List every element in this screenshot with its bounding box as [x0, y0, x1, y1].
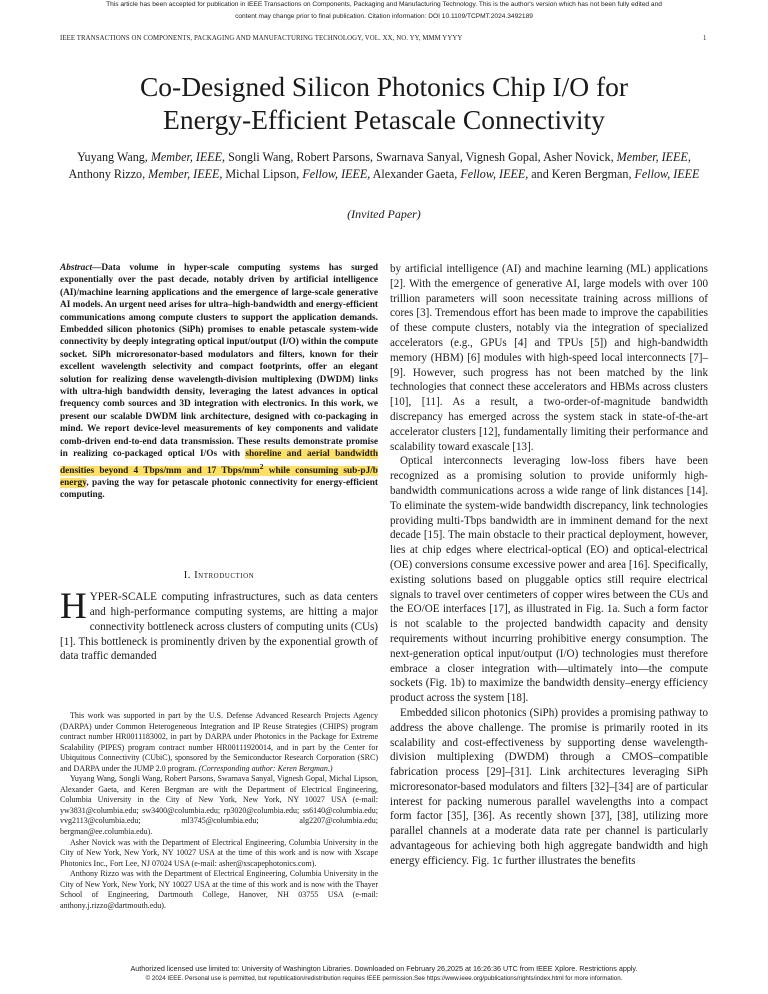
running-header: IEEE TRANSACTIONS ON COMPONENTS, PACKAGING AND MANUFACTURING TECHNOLOGY, VOL. XX, NO. YY, MMM YYYY [60, 35, 463, 42]
paragraph: by artificial intelligence (AI) and machine learning (ML) applications [2]. With the emergence of generative AI, large models with over 100 trillion parameters will soon necessitate training across millions of cores [3]. Tremendous effort has been made to improve the capabilities of these compute clusters, notably via the integration of specialized accelerators (e.g., GPUs [4] and TPUs [5]) and high-bandwidth memory (HBM) [6] modules with high-speed local interconnects [7]–[9]. However, such progress has not been matched by the link technologies that connect these accelerators and HBMs across clusters [10], [11]. As a result, a two-order-of-magnitude bandwidth discrepancy has emerged across the system stack in state-of-the-art accelerator clusters [12], fundamentally limiting their performance and scalability toward exascale [13]. [390, 263, 708, 453]
publication-notice-line1: This article has been accepted for publication in IEEE Transactions on Components, Packaging and Manufacturing Technology. This is the author's version which has not been fully edited and [106, 1, 662, 8]
invited-paper-label: (Invited Paper) [347, 207, 421, 221]
section-heading [60, 570, 378, 581]
author-membership: Member, IEEE, [150, 150, 226, 164]
paper-title [0, 70, 768, 136]
abstract-lead: Abstract [60, 263, 93, 273]
author: Yuyang Wang, [77, 150, 148, 164]
abstract-text: —Data volume in hyper-scale computing systems has surged exponentially over the past decade, notably driven by artificial intelligence (AI)/machine learning applications and the emergence of large-scale generative AI models. An urgent need arises for ultra–high-bandwidth and energy-efficient communications among compute clusters to support the application demands. Embedded silicon photonics (SiPh) promises to enable petascale system-wide connectivity by deeply integrating optical input/output (I/O) within the compute socket. SiPh microresonator-based modulators and filters, known for their excellent wavelength selectivity and compact footprints, offer an elegant solution for realizing dense wavelength-division multiplexing (DWDM) links with ultra-high bandwidth density, leveraging the latest advances in optical frequency comb sources and 3D integration with electronics. In this work, we present our scalable DWDM link architecture, designed with co-packaging in mind. We report device-level measurements of key components and validate comb-driven end-to-end data transmission. These results demonstrate promise in realizing co-packaged optical I/Os with [60, 263, 378, 460]
dropcap: H [60, 586, 87, 627]
author-membership: Fellow, IEEE, [460, 167, 529, 181]
superscript: 2 [259, 461, 264, 471]
author: Asher Novick, [543, 150, 614, 164]
intro-caps: YPER-SCALE [89, 591, 157, 603]
license-footer-line2: © 2024 IEEE. Personal use is permitted, but republication/redistribution requires IEEE permission.See https://www.ieee.org/publications/rights/index.html for more information. [145, 975, 623, 982]
section-numeral: I. [183, 570, 191, 581]
right-column-text [390, 262, 708, 869]
footnote-corresponding: (Corresponding author: Keren Bergman.) [198, 763, 333, 773]
abstract [60, 262, 378, 502]
author-membership: Fellow, IEEE, [302, 167, 371, 181]
abstract-text-end: , paving the way for petascale photonic connectivity for energy-efficient computing. [60, 478, 378, 501]
paragraph: Embedded silicon photonics (SiPh) provides a promising pathway to address the above challenge. The promise is primarily rooted in its scalability and cost-effectiveness by supporting dense wavelength-division multiplexing (DWDM) through a CMOS–compatible fabrication process [29]–[31]. Link architectures leveraging SiPh microresonator-based modulators and filters [32]–[34] are of particular interest for packing numerous parallel wavelengths into a compact form factor [35], [36]. As recently shown [37], [38], utilizing more parallel channels at a moderate data rate per channel is particularly advantageous for achieving both high aggregate bandwidth and high energy efficiency. Fig. 1c further illustrates the benefits [390, 706, 708, 867]
paragraph: Optical interconnects leveraging low-loss fibers have been recognized as a promising solution to provide uniformly high-bandwidth communications across a wide range of link distances [14]. To eliminate the system-wide bandwidth discrepancy, link technologies providing multi-Tbps bandwidth are in imminent demand for the next decade [15]. The main obstacle to their practical deployment, however, lies at chip edges where electrical-optical (EO) and optical-electrical (OE) conversions consume excessive power and area [16]. Specifically, existing solutions based on pluggable optics still require electrical signals to travel over centimeters of copper wires between the CUs and the EO/OE interfaces [17], as illustrated in Fig. 1a. Such a form factor is not scalable to the projected bandwidth capacity and density requirements without incurring prohibitive energy consumption. The next-generation optical input/output (I/O) technologies must therefore embrace a closer integration with—ultimately into—the compute sockets (Fig. 1b) to maximize the bandwidth density–energy efficiency product across the system [18]. [390, 455, 708, 705]
author-membership: Fellow, IEEE [634, 167, 700, 181]
author: Alexander Gaeta, [372, 167, 458, 181]
footnotes [60, 711, 378, 911]
author-list [60, 149, 708, 183]
intro-body: computing infrastructures, such as data centers and high-performance computing systems, are hitting a major connectivity bottleneck across clusters of computing units (CUs) [1]. This bottleneck is prominently driven by the exponential growth of data traffic demanded [60, 591, 378, 663]
abstract-highlight-text: shoreline and aerial bandwidth densities beyond 4 Tbps/mm and 17 Tbps/mm [60, 449, 378, 476]
author: Anthony Rizzo, [68, 167, 146, 181]
page-number: 1 [703, 35, 707, 42]
author: Songli Wang, Robert Parsons, Swarnava Sanyal, Vignesh Gopal, [228, 150, 541, 164]
footnote-affiliation: Anthony Rizzo was with the Department of Electrical Engineering, Columbia University in the City of New York, New York, NY 10027 USA at the time of this work and is now with the Thayer School of Engineering, Dartmouth College, Hanover, NH 03755 USA (e-mail: anthony.j.rizzo@dartmouth.edu). [60, 869, 378, 910]
author-membership: Member, IEEE, [148, 167, 223, 181]
footnote-affiliation: Asher Novick was with the Department of Electrical Engineering, Columbia University in the City of New York, New York, NY 10027 USA at the time of this work and is now with Xscape Photonics Inc., Fort Lee, NJ 07024 USA (e-mail: asher@xscapephotonics.com). [60, 837, 378, 868]
section-title: Introduction [194, 570, 255, 581]
introduction-text [60, 586, 378, 664]
title-line-1: Co-Designed Silicon Photonics Chip I/O for [139, 71, 629, 102]
author-membership: Member, IEEE, [616, 150, 691, 164]
title-line-2: Energy-Efficient Petascale Connectivity [163, 104, 605, 135]
footnote-affiliation: Yuyang Wang, Songli Wang, Robert Parsons, Swarnava Sanyal, Vignesh Gopal, Michal Lipson, Alexander Gaeta, and Keren Bergman are with the Department of Electrical Engineering, Columbia University in the City of New York, New York, NY 10027 USA (e-mail: yw3831@columbia.edu; sw3400@columbia.edu; rp3020@columbia.edu; ss6140@columbia.edu; vvg2113@columbia.edu; ml3745@columbia.edu; alg2207@columbia.edu; bergman@ee.columbia.edu). [60, 774, 378, 837]
footnote-funding [60, 711, 378, 774]
author: and Keren Bergman, [531, 167, 632, 181]
publication-notice-line2: content may change prior to final publication. Citation information: DOI 10.1109/TCPMT.2024.3492189 [235, 13, 533, 20]
footnote-funding-text: This work was supported in part by the U.S. Defense Advanced Research Projects Agency (DARPA) under Common Heterogeneous Integration and IP Reuse Strategies (CHIPS) program contract number HR0011183002, in part by DARPA under Photonics in the Package for Extreme Scalability (PIPES) program contract number HR00111920014, and in part by the Center for Ubiquitous Connectivity (CUbiC), sponsored by the Semiconductor Research Corporation (SRC) and DARPA under the JUMP 2.0 program. [60, 711, 378, 773]
license-footer-line1: Authorized licensed use limited to: University of Washington Libraries. Downloaded on February 26,2025 at 16:26:36 UTC from IEEE Xplore. Restrictions apply. [130, 964, 638, 973]
author: Michal Lipson, [225, 167, 300, 181]
abstract-highlight-text: while consuming sub-pJ/b energy [60, 465, 378, 488]
